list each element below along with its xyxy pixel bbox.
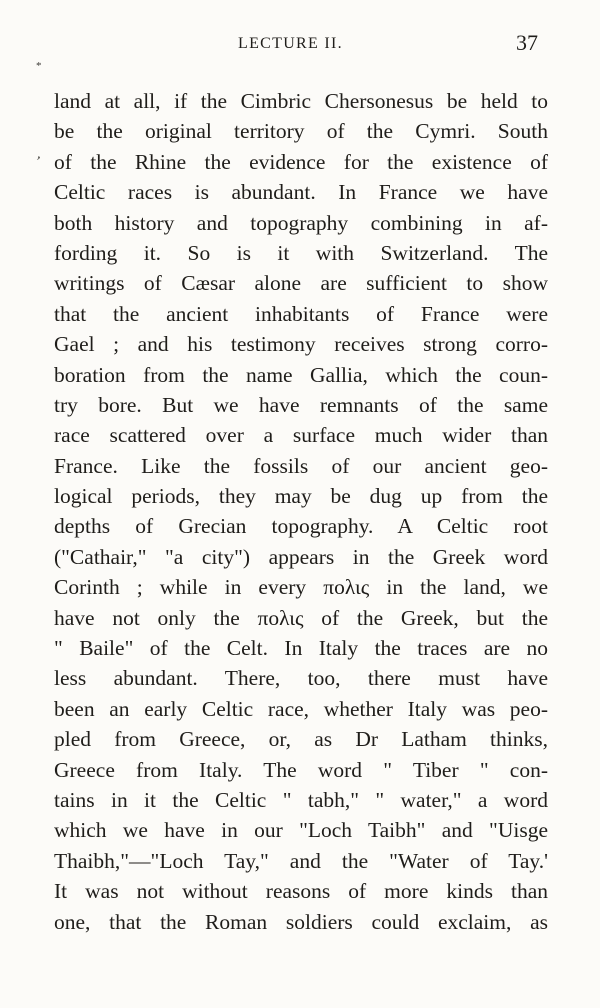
running-head [0, 30, 600, 60]
text-line: Celtic races is abundant. In France we have [54, 180, 548, 205]
text-line: logical periods, they may be dug up from the [54, 484, 548, 509]
text-line: have not only the πολις of the Greek, but the [54, 605, 548, 630]
text-line: writings of Cæsar alone are sufficient to show [54, 271, 548, 296]
margin-tick-mark: , [35, 146, 45, 163]
text-line: one, that the Roman soldiers could exclaim, as [54, 909, 548, 934]
text-line: It was not without reasons of more kinds than [54, 879, 548, 904]
text-line: of the Rhine the evidence for the existence of [54, 149, 548, 174]
text-line: Gael ; and his testimony receives strong corro- [54, 332, 548, 357]
text-line: both history and topography combining in af- [54, 210, 548, 235]
text-line: that the ancient inhabitants of France were [54, 301, 548, 326]
text-line: been an early Celtic race, whether Italy was peo- [54, 696, 548, 721]
text-line: boration from the name Gallia, which the coun- [54, 362, 548, 387]
text-line: Greece from Italy. The word " Tiber " con- [54, 757, 548, 782]
text-line: pled from Greece, or, as Dr Latham thinks, [54, 727, 548, 752]
text-line: race scattered over a surface much wider than [54, 423, 548, 448]
text-line: depths of Grecian topography. A Celtic root [54, 514, 548, 539]
text-line: be the original territory of the Cymri. South [54, 119, 548, 144]
text-line: Corinth ; while in every πολις in the land, we [54, 575, 548, 600]
text-line: tains in it the Celtic " tabh," " water," a word [54, 787, 548, 812]
text-line: France. Like the fossils of our ancient geo- [54, 453, 548, 478]
margin-star-mark: * [36, 60, 42, 72]
text-line: " Baile" of the Celt. In Italy the traces are no [54, 636, 548, 661]
text-line: which we have in our "Loch Taibh" and "Uisge [54, 818, 548, 843]
text-line: land at all, if the Cimbric Chersonesus be held to [54, 89, 548, 113]
text-line: Thaibh,"—"Loch Tay," and the "Water of Tay.' [54, 848, 548, 873]
page-number: 37 [516, 30, 538, 55]
running-title: LECTURE II. [238, 35, 343, 52]
text-line: try bore. But we have remnants of the same [54, 392, 548, 417]
text-line: less abundant. There, too, there must have [54, 666, 548, 691]
text-line: ("Cathair," "a city") appears in the Greek word [54, 544, 548, 569]
body-text [54, 86, 548, 937]
text-line: fording it. So is it with Switzerland. The [54, 240, 548, 265]
